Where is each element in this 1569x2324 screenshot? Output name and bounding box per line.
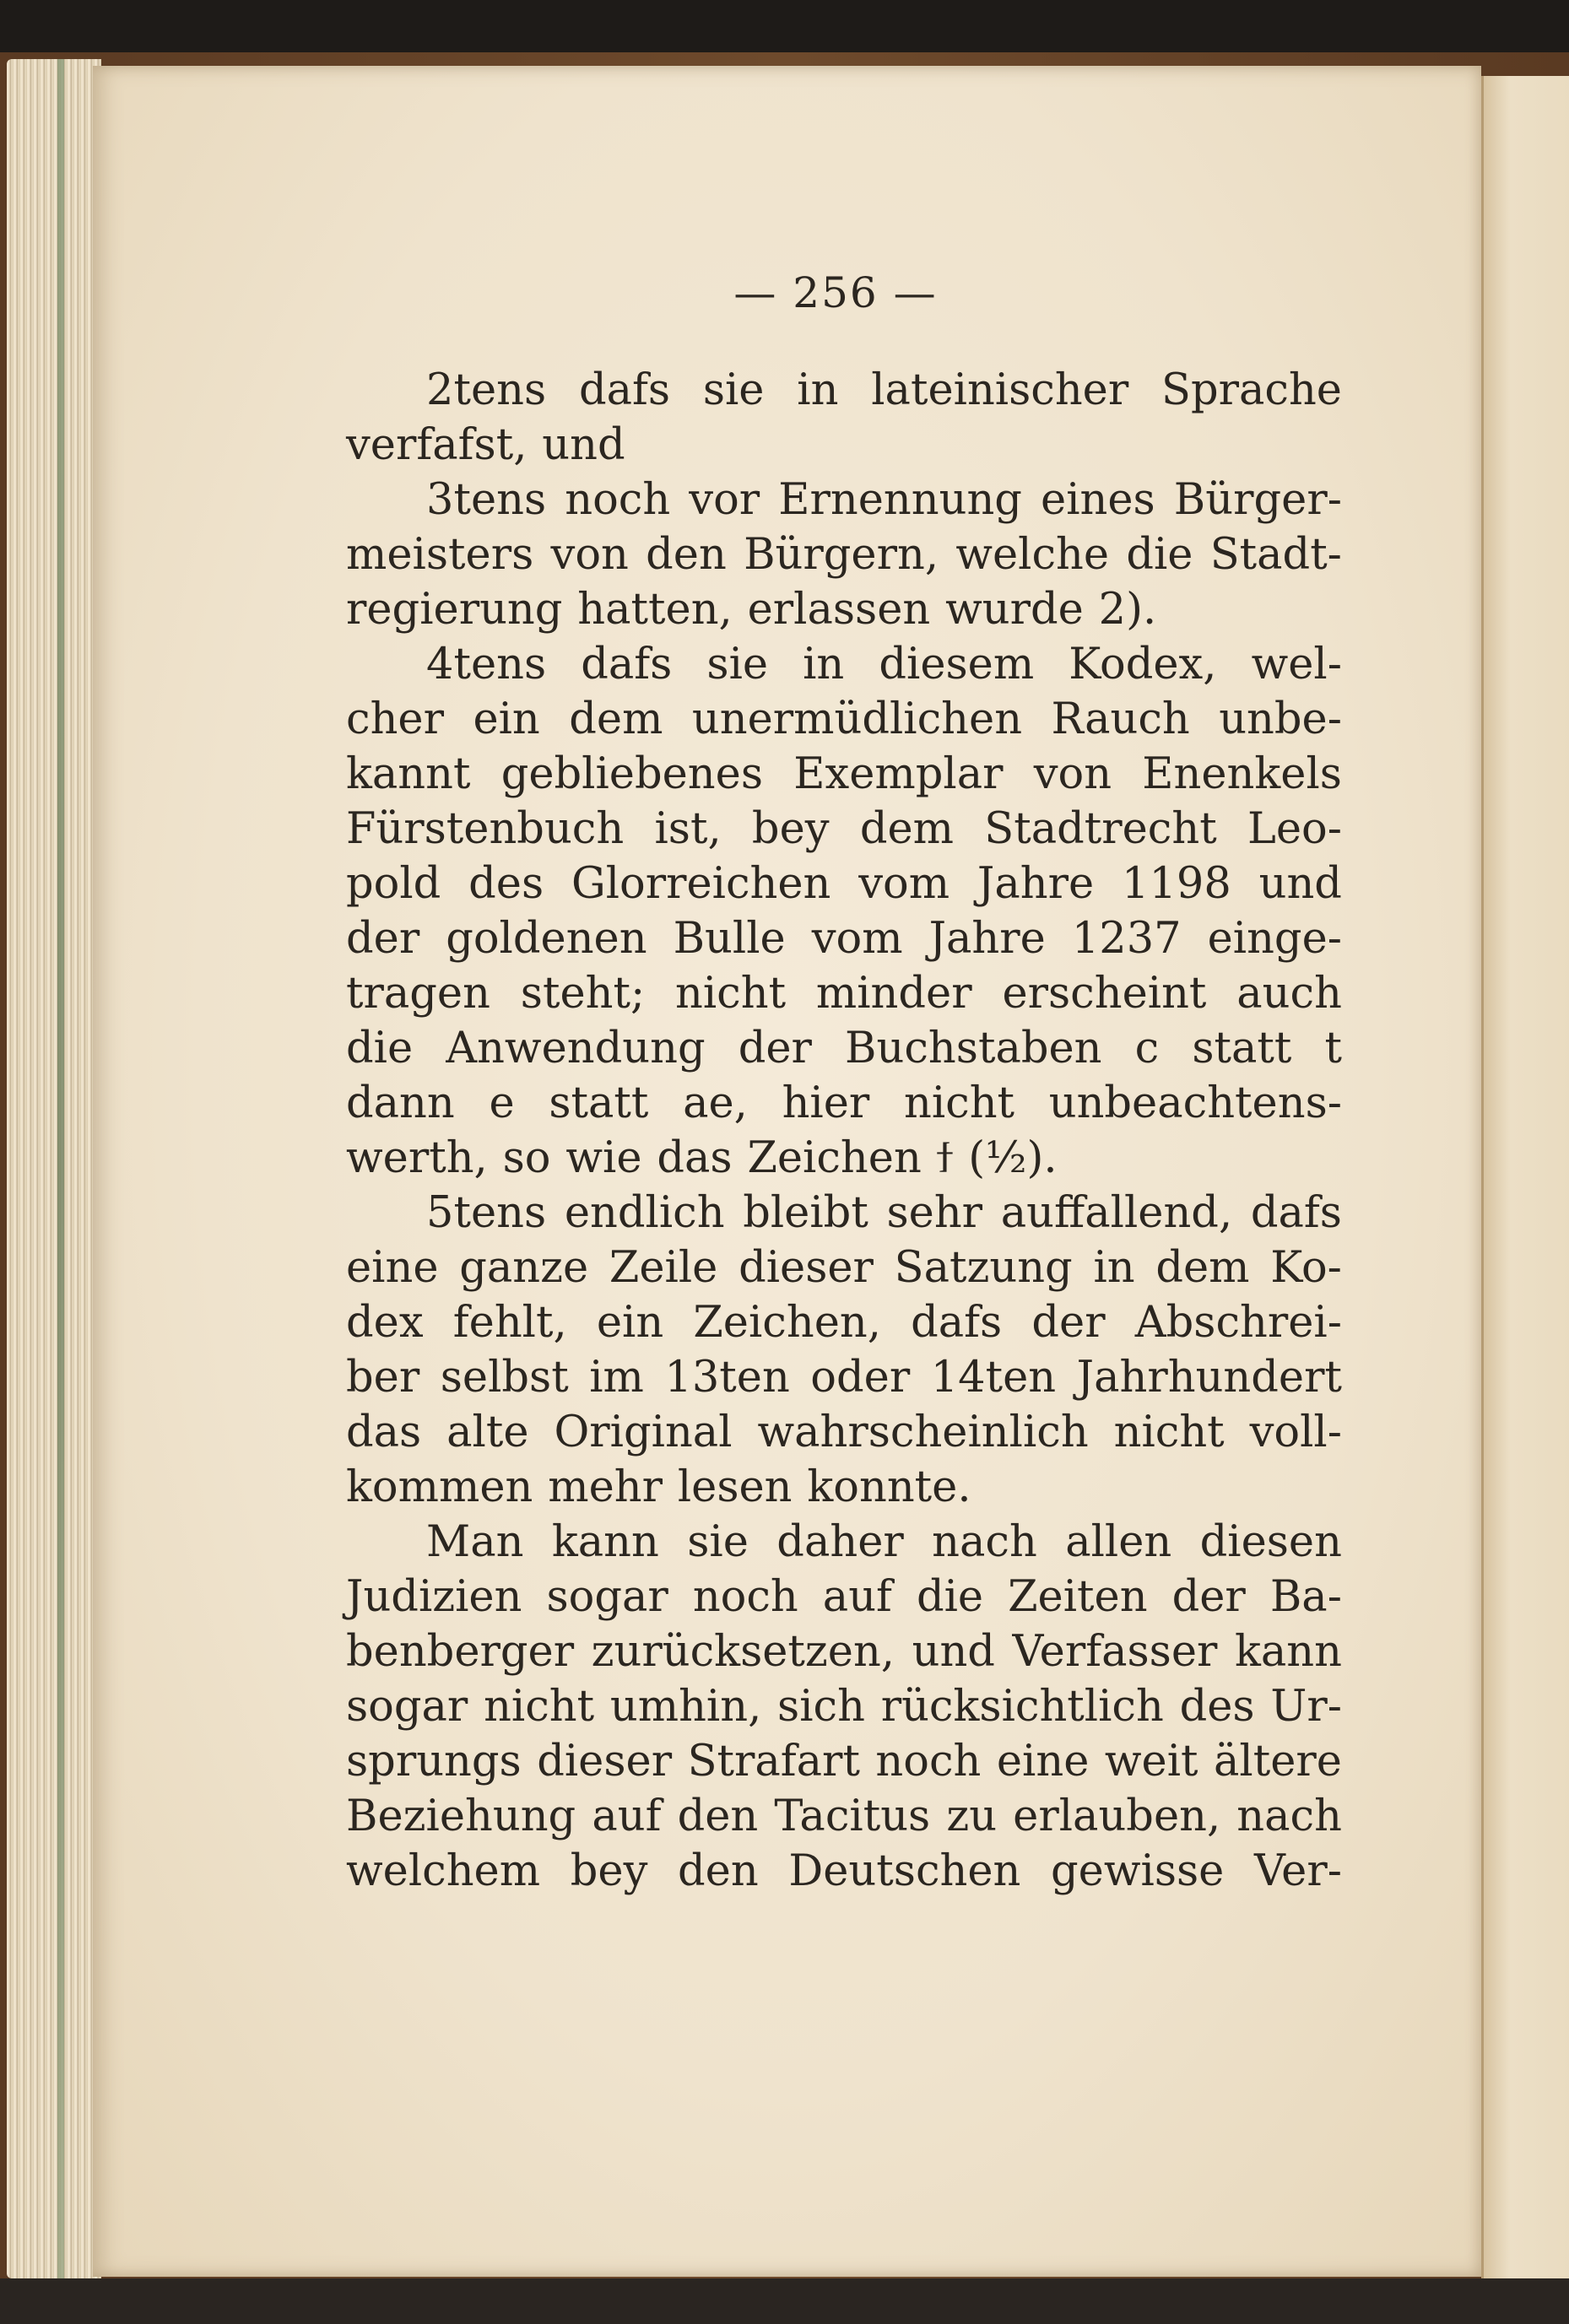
page-edges <box>7 59 101 2278</box>
text-line: 3tens noch vor Ernennung eines Bürger- <box>426 475 1342 525</box>
text-line: verfafst, und <box>346 420 625 470</box>
text-line: kommen mehr lesen konnte. <box>346 1462 971 1512</box>
text-line: der goldenen Bulle vom Jahre 1237 einge- <box>346 914 1342 964</box>
text-line: ber selbst im 13ten oder 14ten Jahrhundert <box>346 1353 1342 1403</box>
text-line: 2tens dafs sie in lateinischer Sprache <box>426 365 1342 415</box>
text-line: Man kann sie daher nach allen diesen <box>426 1517 1342 1567</box>
page-number: — 256 — <box>733 268 938 317</box>
text-line: welchem bey den Deutschen gewisse Ver- <box>346 1846 1342 1896</box>
text-line: das alte Original wahrscheinlich nicht voll- <box>346 1408 1342 1457</box>
text-line: Beziehung auf den Tacitus zu erlauben, nach <box>346 1792 1342 1841</box>
text-line: regierung hatten, erlassen wurde 2). <box>346 585 1157 635</box>
text-line: sprungs dieser Strafart noch eine weit ältere <box>346 1737 1342 1786</box>
text-line: dann e statt ae, hier nicht unbeachtens- <box>346 1078 1342 1128</box>
text-line: meisters von den Bürgern, welche die Stadt- <box>346 530 1342 580</box>
text-line: werth, so wie das Zeichen ϯ (½). <box>346 1133 1058 1183</box>
text-line: cher ein dem unermüdlichen Rauch unbe- <box>346 694 1342 744</box>
text-line: die Anwendung der Buchstaben c statt t <box>346 1024 1342 1073</box>
text-line: Fürstenbuch ist, bey dem Stadtrecht Leo- <box>346 804 1342 854</box>
bottom-background <box>0 2278 1569 2324</box>
text-line: 5tens endlich bleibt sehr auffallend, dafs <box>426 1188 1342 1238</box>
facing-page-edge <box>1481 76 1569 2287</box>
text-line: kannt gebliebenes Exemplar von Enenkels <box>346 749 1342 799</box>
text-line: tragen steht; nicht minder erscheint auch <box>346 969 1342 1019</box>
text-line: 4tens dafs sie in diesem Kodex, wel- <box>426 640 1342 689</box>
page-edge-stain <box>57 59 64 2278</box>
text-line: benberger zurücksetzen, und Verfasser kann <box>346 1627 1342 1677</box>
text-line: Judizien sogar noch auf die Zeiten der Ba- <box>346 1572 1342 1622</box>
text-line: pold des Glorreichen vom Jahre 1198 und <box>346 859 1342 909</box>
body-text <box>346 363 1342 1899</box>
text-line: sogar nicht umhin, sich rücksichtlich des Ur- <box>346 1682 1342 1732</box>
text-line: eine ganze Zeile dieser Satzung in dem Ko- <box>346 1243 1342 1293</box>
text-line: dex fehlt, ein Zeichen, dafs der Abschrei- <box>346 1298 1342 1348</box>
